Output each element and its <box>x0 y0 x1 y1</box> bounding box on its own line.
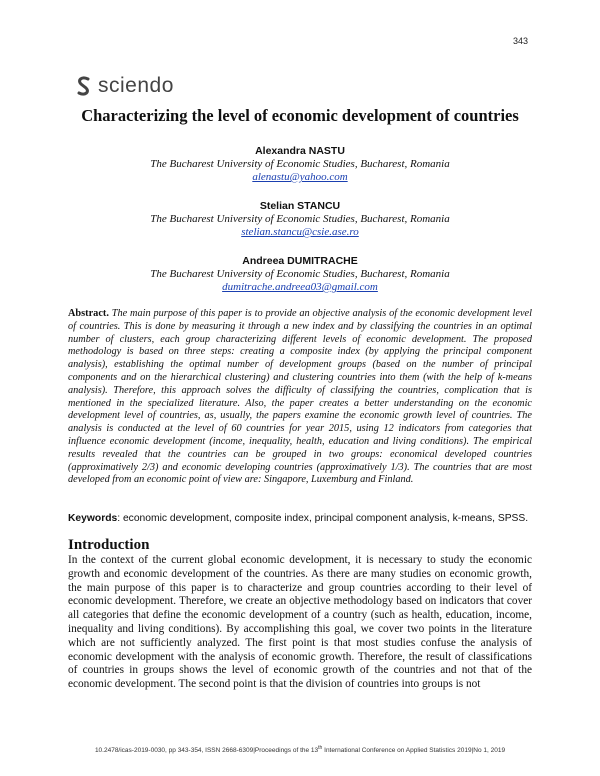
introduction-heading: Introduction <box>68 537 150 553</box>
author-name: Stelian STANCU <box>259 200 341 212</box>
abstract <box>68 308 532 487</box>
author-email-link[interactable]: alenastu@yahoo.com <box>252 171 348 183</box>
keywords-text: : economic development, composite index, principal component analysis, k-means, SPSS. <box>117 513 529 524</box>
keywords-label: Keywords <box>68 513 118 524</box>
abstract-text: The main purpose of this paper is to provide an objective analysis of the economic development level of countries. This is done by measuring it through a new index and by classifying the countries in an optimal number of clusters, each group characterizing different levels of economic development. The proposed methodology is based on three steps: creating a composite index (by applying the principal component analysis), establishing the optimal number of development groups (based on the number of principal components and on the hierarchical clustering) and clustering countries into them (with the help of k-means analysis). Therefore, this approach solves the difficulty of classifying the countries, complication that is mentioned in the specialized literature. Also, the paper creates a better understanding on the economic development level of countries, as, usually, the papers examine the economic growth level of countries. The analysis is conducted at the level of 60 countries for year 2015, using 12 indicators from categories that influence economic development (income, inequality, health, education and living conditions). The empirical results revealed that the countries can be grouped in two groups: economical developed countries (approximatively 2/3) and economic developing countries (approximatively 1/3). The countries that are most developed from an economic point of view are: Singapore, Luxemburg and Finland. <box>68 308 532 486</box>
author-block <box>0 145 600 184</box>
author-name: Andreea DUMITRACHE <box>242 255 358 267</box>
footer-text-after: International Conference on Applied Statistics 2019|No 1, 2019 <box>322 747 506 755</box>
publisher-logo <box>76 74 174 98</box>
author-block <box>0 255 600 294</box>
keywords <box>68 513 532 524</box>
author-block <box>0 200 600 239</box>
introduction-text: In the context of the current global economic development, it is necessary to study the economic growth and economic development of the countries. As there are many studies on economic growth, the main purpose of this paper is to characterize and group countries according to their level of economic development. Therefore, we create an objective methodology based on indicators that cover all categories that define the economic development of a country (such as health, education, income, inequality and living conditions). By accomplishing this goal, we cover two points in the literature which are not sufficiently analyzed. The first point is that most studies confuse the analysis of economic development with the analysis of economic growth. Therefore, the result of classifications of countries in groups shows the level of economic growth of the countries and not that of the economic development. The second point is that the division of countries into groups is not <box>68 554 532 691</box>
abstract-label: Abstract. <box>68 308 109 319</box>
footer-text-before: 10.2478/icas-2019-0030, pp 343-354, ISSN 2668-6309|Proceedings of the 13 <box>94 747 319 755</box>
author-name: Alexandra NASTU <box>255 145 345 157</box>
page-footer <box>0 745 600 754</box>
author-affiliation: The Bucharest University of Economic Studies, Bucharest, Romania <box>150 268 450 280</box>
author-email-link[interactable]: dumitrache.andreea03@gmail.com <box>222 281 378 293</box>
page-number: 343 <box>512 36 528 46</box>
author-email-link[interactable]: stelian.stancu@csie.ase.ro <box>241 226 359 238</box>
paper-title: Characterizing the level of economic development of countries <box>81 106 519 125</box>
logo-text: sciendo <box>98 74 174 97</box>
footer-superscript: th <box>318 745 323 751</box>
author-affiliation: The Bucharest University of Economic Studies, Bucharest, Romania <box>150 158 450 170</box>
sciendo-logo-icon <box>76 75 92 97</box>
author-affiliation: The Bucharest University of Economic Studies, Bucharest, Romania <box>150 213 450 225</box>
